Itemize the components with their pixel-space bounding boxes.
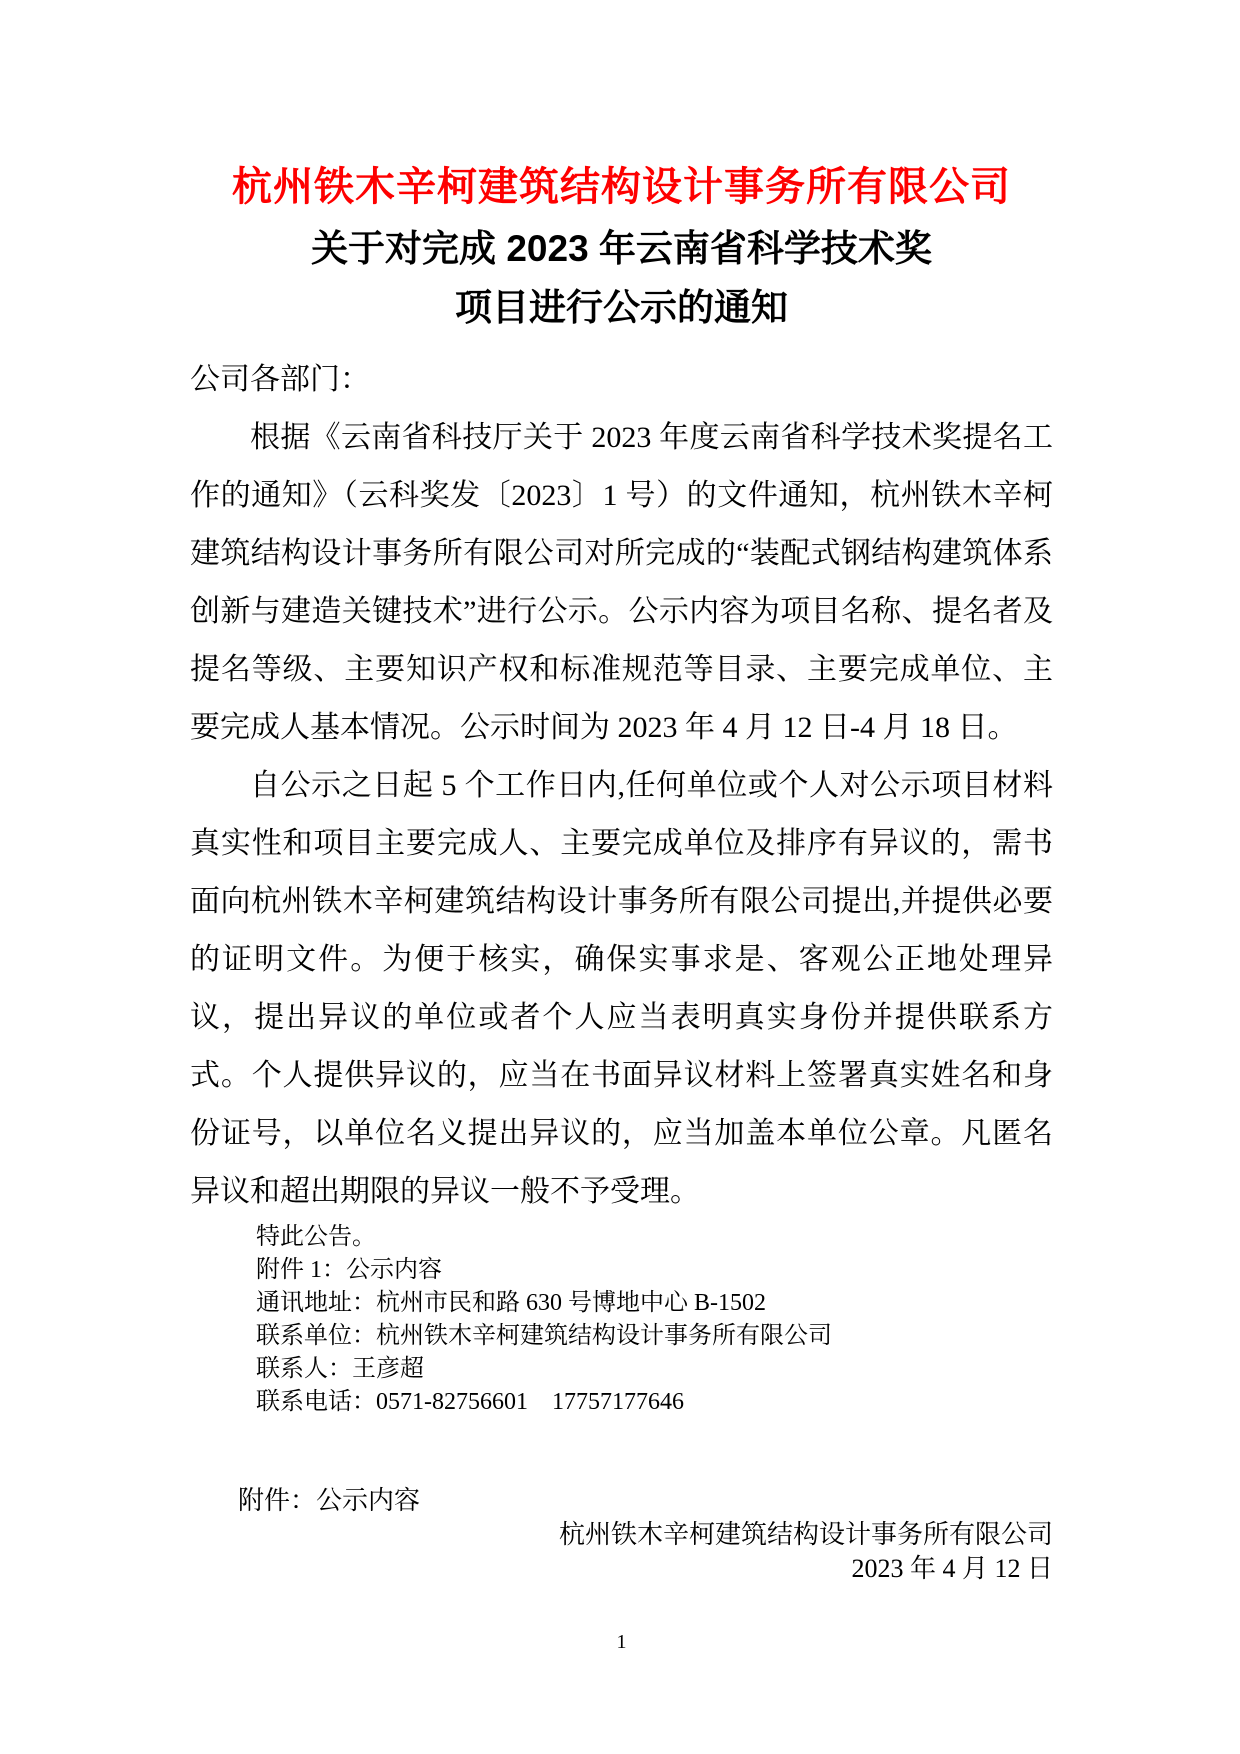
notice-body [190,351,1053,1221]
notice-title-line1: 关于对完成 2023 年云南省科学技术奖 [311,228,932,269]
attachment-label: 附件：公示内容 [238,1486,421,1515]
contact-address-line: 通讯地址：杭州市民和路 630 号博地中心 B-1502 [256,1290,766,1316]
company-title-red: 杭州铁木辛柯建筑结构设计事务所有限公司 [232,165,1011,209]
attachment-note-line: 附件 1：公示内容 [256,1257,442,1283]
salutation: 公司各部门： [190,363,370,396]
contact-person-line: 联系人：王彦超 [256,1356,424,1382]
signature-company: 杭州铁木辛柯建筑结构设计事务所有限公司 [558,1520,1053,1549]
body-paragraph-2: 自公示之日起 5 个工作日内,任何单位或个人对公示项目材料真实性和项目主要完成人、主要完成单位及排序有异议的，需书面向杭州铁木辛柯建筑结构设计事务所有限公司提出,并提供必要的证明文件。为便于核实，确保实事求是、客观公正地处理异议，提出异议的单位或者个人应当表明真实身份并提供联系方式。个人提供异议的，应当在书面异议材料上签署真实姓名和身份证号，以单位名义提出异议的，应当加盖本单位公章。凡匿名异议和超出期限的异议一般不予受理。 [190,769,1053,1208]
page-number: 1 [616,1631,627,1653]
signature-date: 2023 年 4 月 12 日 [851,1554,1053,1583]
notice-title [190,219,1053,337]
signature-block [190,1518,1053,1586]
contact-phone-line: 联系电话：0571-82756601 17757177646 [256,1389,684,1415]
contact-unit-line: 联系单位：杭州铁木辛柯建筑结构设计事务所有限公司 [256,1323,832,1349]
body-paragraph-1: 根据《云南省科技厅关于 2023 年度云南省科学技术奖提名工作的通知》（云科奖发〔2023〕1 号）的文件通知，杭州铁木辛柯建筑结构设计事务所有限公司对所完成的“装配式钢结构建筑体系创新与建造关键技术”进行公示。公示内容为项目名称、提名者及提名等级、主要知识产权和标准规范等目录、主要完成单位、主要完成人基本情况。公示时间为 2023 年 4 月 12 日-4 月 18 日。 [190,421,1053,744]
closing-line: 特此公告。 [256,1224,376,1250]
closing-and-contact-block [256,1221,1053,1419]
notice-title-line2: 项目进行公示的通知 [455,287,788,328]
